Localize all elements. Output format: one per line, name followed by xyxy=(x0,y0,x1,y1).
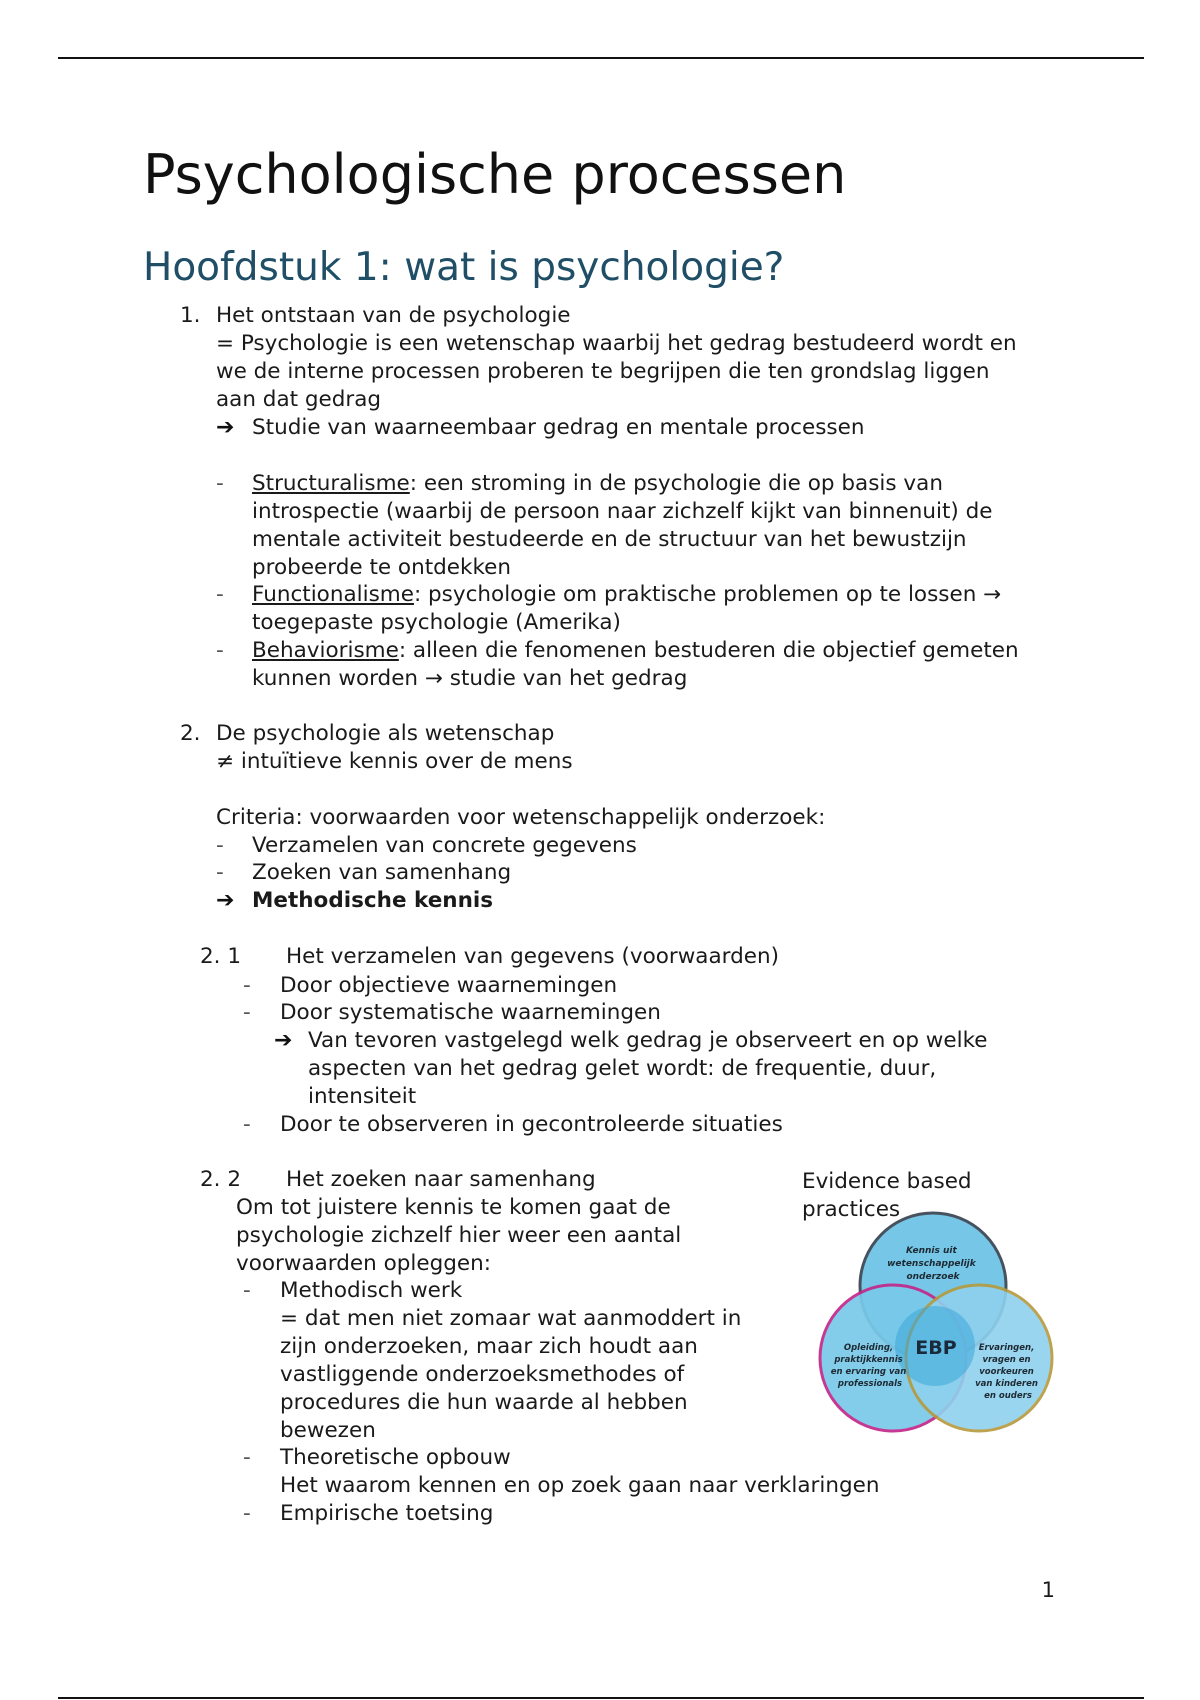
school-line: probeerde te ontdekken xyxy=(252,555,512,580)
dash-bullet: - xyxy=(243,1278,251,1303)
arrow-icon: ➔ xyxy=(274,1028,293,1053)
arrow-icon: ➔ xyxy=(216,888,235,913)
ebp-venn-diagram xyxy=(812,1208,1062,1448)
arrow-point: Studie van waarneembaar gedrag en mentale processen xyxy=(252,415,865,440)
school-term: Behaviorisme xyxy=(252,638,399,663)
venn-label-clients: Ervaringen, vragen en voorkeuren van kinderen en ouders xyxy=(975,1343,1038,1401)
section-2-heading: De psychologie als wetenschap xyxy=(216,721,555,746)
venn-label-research: Kennis uit wetenschappelijk onderzoek xyxy=(887,1246,976,1282)
school-functionalisme xyxy=(252,581,1001,609)
dash-bullet: - xyxy=(243,1501,251,1526)
school-behaviorisme xyxy=(252,637,1019,665)
criteria-intro: Criteria: voorwaarden voor wetenschappelijk onderzoek: xyxy=(216,805,826,830)
item-line: zijn onderzoeken, maar zich houdt aan xyxy=(280,1334,698,1359)
figure-caption: Evidence based xyxy=(802,1169,972,1194)
criteria-conclusion: Methodische kennis xyxy=(252,888,494,913)
section-2-2-number: 2. 2 xyxy=(200,1167,242,1192)
section-1-number: 1. xyxy=(180,303,201,328)
intro-line: Om tot juistere kennis te komen gaat de xyxy=(236,1195,671,1220)
arrow-icon: ➔ xyxy=(216,415,235,440)
definition-line: = Psychologie is een wetenschap waarbij het gedrag bestudeerd wordt en xyxy=(216,331,1017,356)
arrow-line: intensiteit xyxy=(308,1084,417,1109)
item-line: Het waarom kennen en op zoek gaan naar verklaringen xyxy=(280,1473,880,1498)
intro-line: psychologie zichzelf hier weer een aantal xyxy=(236,1223,682,1248)
dash-bullet: - xyxy=(243,1112,251,1137)
list-item: Empirische toetsing xyxy=(280,1501,494,1526)
section-2-1-heading: Het verzamelen van gegevens (voorwaarden) xyxy=(286,944,780,969)
school-line: : alleen die fenomenen bestuderen die objectief gemeten xyxy=(398,638,1019,663)
dash-bullet: - xyxy=(216,638,224,663)
school-term: Functionalisme xyxy=(252,582,414,607)
figure-caption: practices xyxy=(802,1197,901,1222)
bottom-rule xyxy=(58,1697,1144,1699)
section-2-subline: ≠ intuïtieve kennis over de mens xyxy=(216,749,573,774)
item-line: vastliggende onderzoeksmethodes of xyxy=(280,1362,685,1387)
arrow-line: aspecten van het gedrag gelet wordt: de frequentie, duur, xyxy=(308,1056,937,1081)
school-line: mentale activiteit bestudeerde en de structuur van het bewustzijn xyxy=(252,527,967,552)
list-item: Theoretische opbouw xyxy=(280,1445,511,1470)
dash-bullet: - xyxy=(216,471,224,496)
school-line: : een stroming in de psychologie die op basis van xyxy=(409,471,943,496)
dash-bullet: - xyxy=(216,582,224,607)
list-item: Methodisch werk xyxy=(280,1278,463,1303)
dash-bullet: - xyxy=(243,1445,251,1470)
school-term: Structuralisme xyxy=(252,471,410,496)
list-item: Door te observeren in gecontroleerde situaties xyxy=(280,1112,783,1137)
intro-line: voorwaarden opleggen: xyxy=(236,1251,491,1276)
dash-bullet: - xyxy=(216,833,224,858)
criteria-item: Verzamelen van concrete gegevens xyxy=(252,833,637,858)
school-line: kunnen worden → studie van het gedrag xyxy=(252,666,688,691)
ebp-center-label: EBP xyxy=(915,1337,957,1359)
top-rule xyxy=(58,57,1144,59)
arrow-line: Van tevoren vastgelegd welk gedrag je observeert en op welke xyxy=(308,1028,988,1053)
dash-bullet: - xyxy=(243,1000,251,1025)
chapter-title: Hoofdstuk 1: wat is psychologie? xyxy=(143,245,785,290)
item-line: = dat men niet zomaar wat aanmoddert in xyxy=(280,1306,742,1331)
dash-bullet: - xyxy=(216,860,224,885)
section-1-heading: Het ontstaan van de psychologie xyxy=(216,303,571,328)
school-line: toegepaste psychologie (Amerika) xyxy=(252,610,621,635)
dash-bullet: - xyxy=(243,973,251,998)
list-item: Door objectieve waarnemingen xyxy=(280,973,618,998)
item-line: bewezen xyxy=(280,1418,376,1443)
school-structuralisme xyxy=(252,470,943,498)
section-2-number: 2. xyxy=(180,721,201,746)
section-2-2-heading: Het zoeken naar samenhang xyxy=(286,1167,596,1192)
section-2-1-number: 2. 1 xyxy=(200,944,242,969)
venn-label-professionals: Opleiding, praktijkkennis en ervaring van professionals xyxy=(830,1343,907,1389)
document-title: Psychologische processen xyxy=(143,143,847,206)
school-line: : psychologie om praktische problemen op te lossen → xyxy=(413,582,1002,607)
list-item: Door systematische waarnemingen xyxy=(280,1000,661,1025)
definition-line: we de interne processen proberen te begrijpen die ten grondslag liggen xyxy=(216,359,990,384)
criteria-item: Zoeken van samenhang xyxy=(252,860,512,885)
definition-line: aan dat gedrag xyxy=(216,387,382,412)
page-number: 1 xyxy=(1041,1578,1055,1602)
item-line: procedures die hun waarde al hebben xyxy=(280,1390,688,1415)
school-line: introspectie (waarbij de persoon naar zichzelf kijkt van binnenuit) de xyxy=(252,499,993,524)
